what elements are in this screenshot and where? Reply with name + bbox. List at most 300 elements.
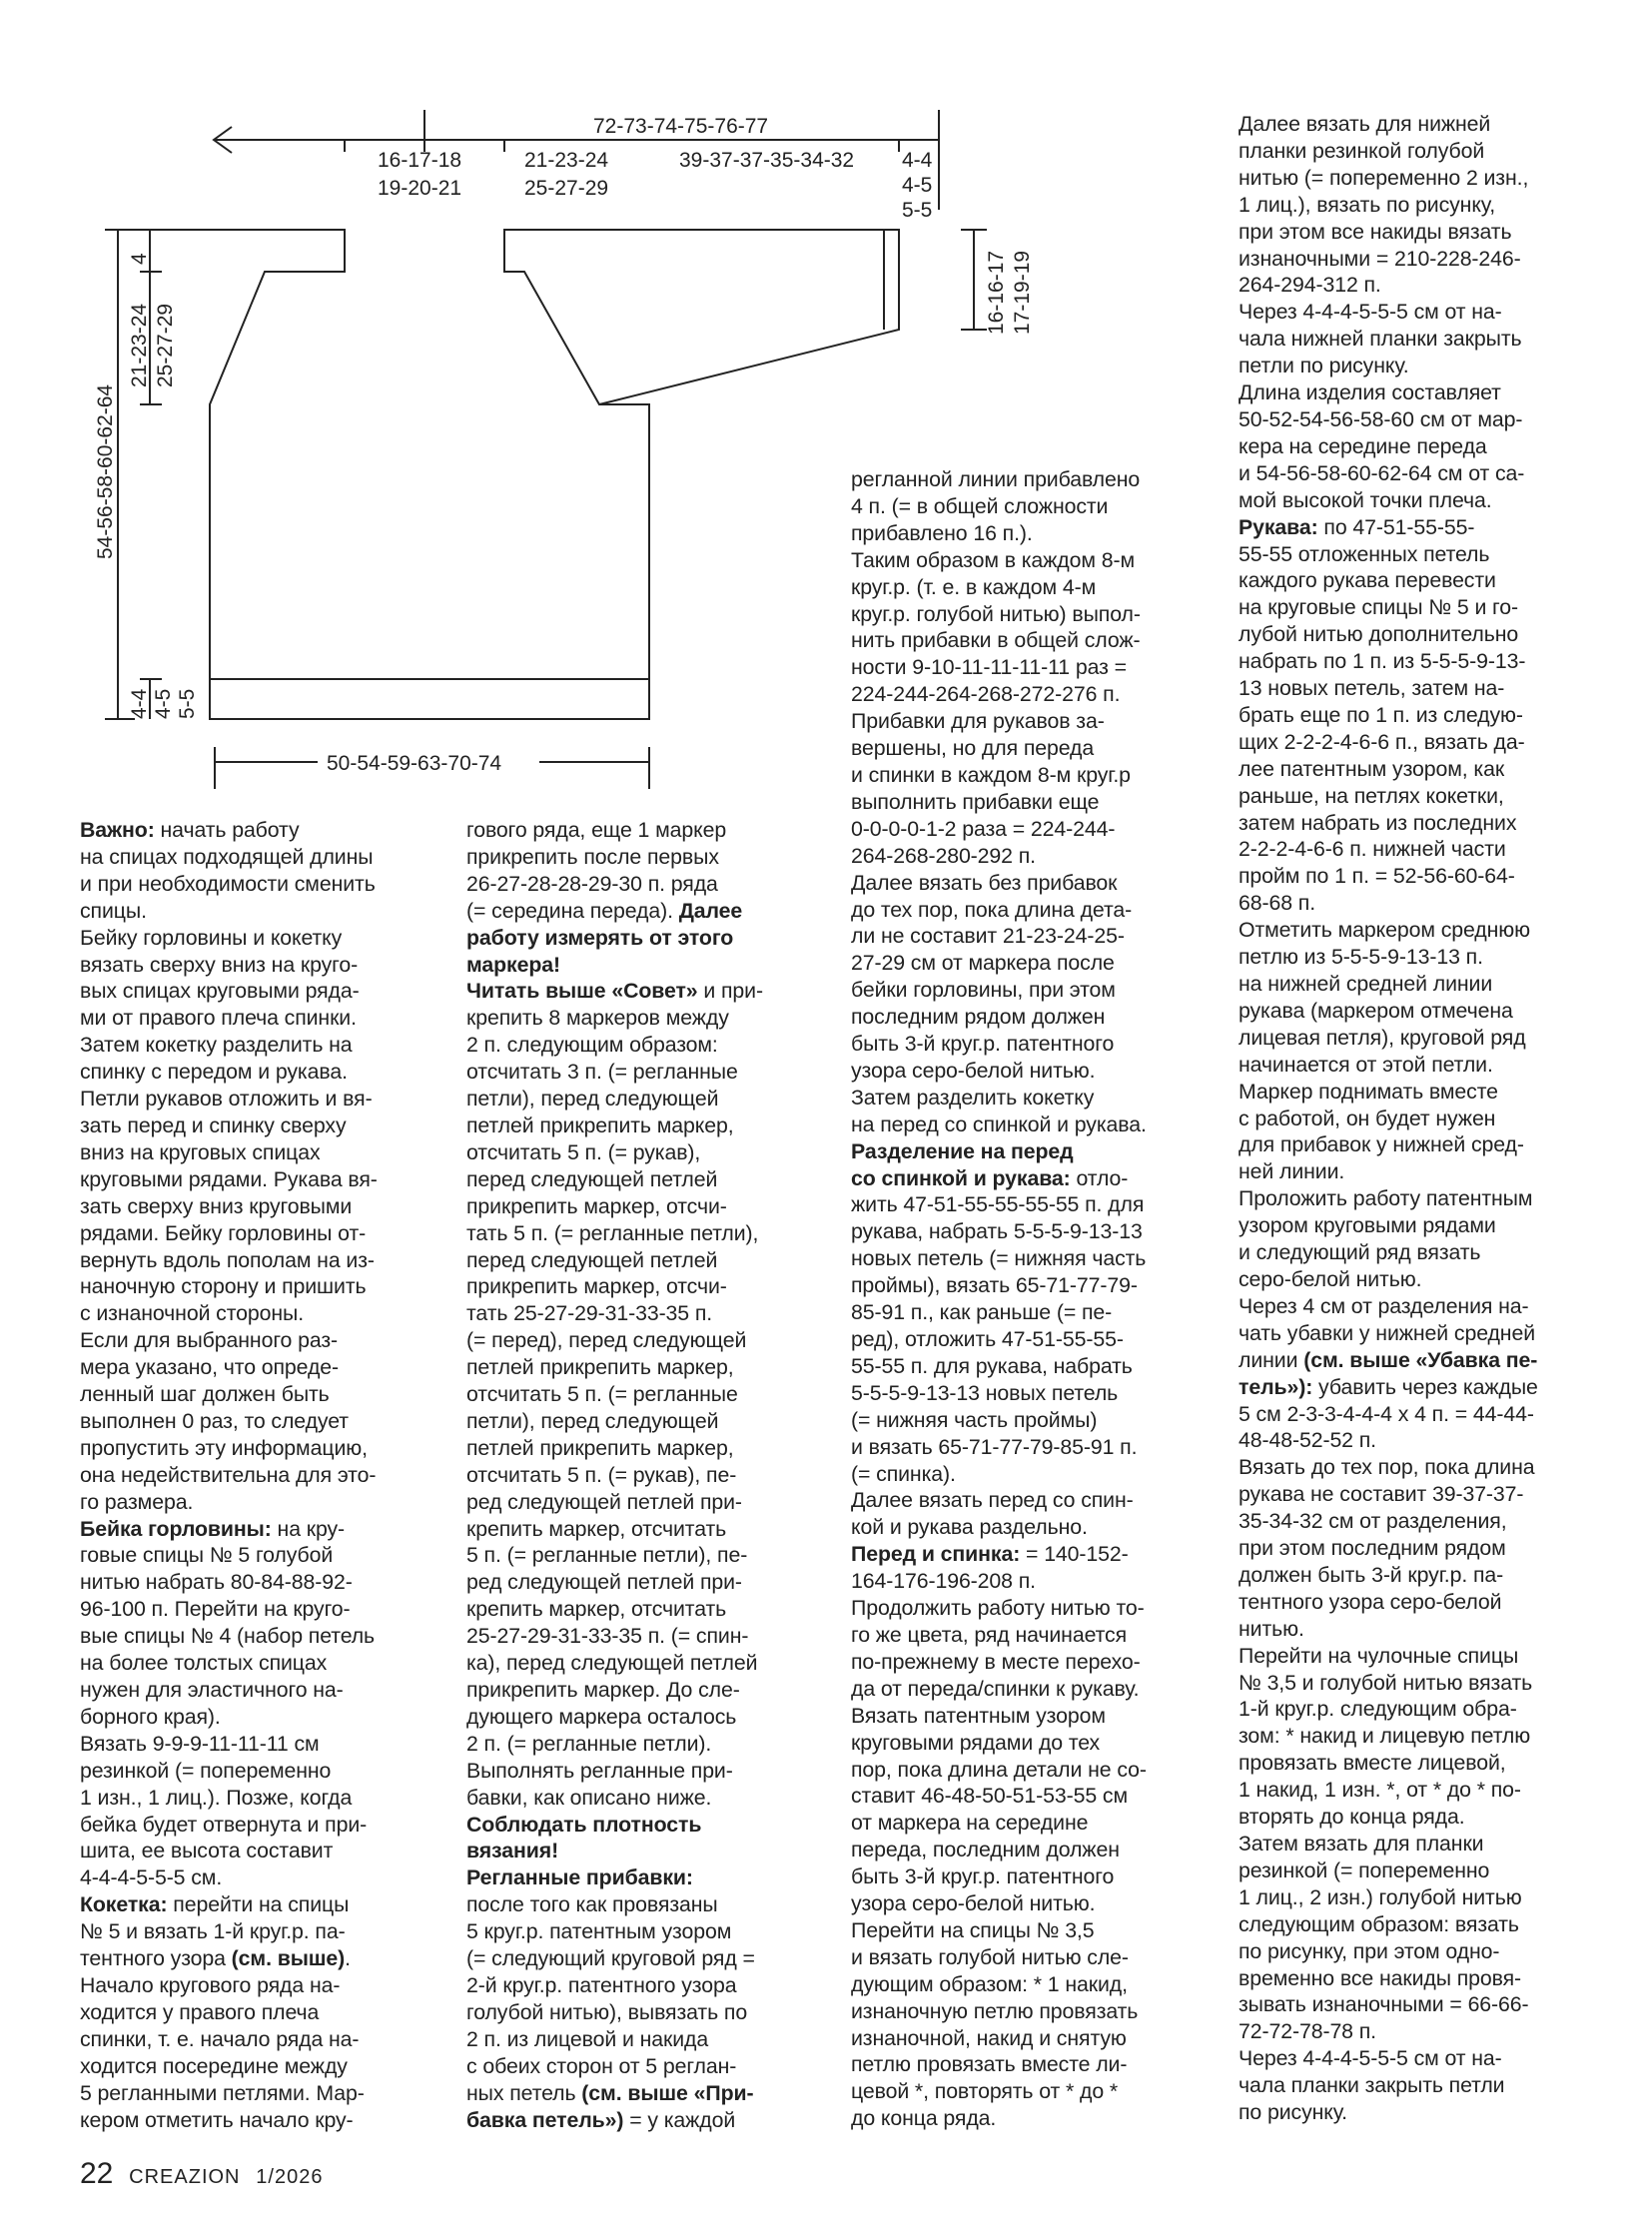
text-line [466,1059,763,1086]
text-line [851,708,1147,735]
text-run: Проложить работу патентным [1239,1186,1533,1211]
text-run: проймы), вязать 65-71-77-79- [851,1273,1138,1298]
text-line [851,627,1147,654]
text-run: шита, ее высота составит [80,1839,334,1863]
text-line [466,2080,763,2107]
text-line [851,1434,1147,1461]
text-run: Далее вязать перед со спин- [851,1488,1134,1513]
text-run: на кру- [271,1516,346,1541]
text-line [851,1998,1147,2025]
text-line [466,1758,763,1785]
text-run: петли), перед следующей [466,1087,719,1112]
text-run: крепить 8 маркеров между [466,1006,729,1031]
text-run: бавки, как описано ниже. [466,1785,712,1810]
text-run: зать сверху вниз круговыми [80,1193,353,1218]
text-line [466,1542,763,1569]
text-run: Продолжить работу нитью то- [851,1596,1145,1621]
text-line [1239,702,1538,729]
text-line [1239,219,1538,246]
text-line [851,1514,1147,1541]
text-run: резинкой (= попеременно [80,1758,332,1783]
text-line [851,816,1147,843]
text-run: 55-55 отложенных петель [1239,541,1490,566]
text-line [80,1704,378,1731]
text-run: мой высокой точки плеча. [1239,487,1492,512]
text-run: зать перед и спинку сверху [80,1113,347,1137]
text-line [1239,648,1538,675]
text-run: (= перед), перед следующей [466,1328,747,1353]
text-run: 1 лиц.), вязать по рисунку, [1239,192,1496,217]
text-run: круговыми рядами. Рукава вя- [80,1166,378,1191]
text-run: должен быть 3-й круг.р. па- [1239,1562,1504,1587]
top-seg-d1: 4-4 [902,149,933,172]
top-seg-b2: 25-27-29 [524,177,609,200]
text-line [851,1245,1147,1272]
text-line [466,1838,763,1864]
text-run: для прибавок у нижней сред- [1239,1132,1524,1157]
bold-text-run: Разделение на перед [851,1138,1074,1163]
text-run: 1 накид, 1 изн. *, от * до * по- [1239,1778,1521,1803]
text-line [1239,675,1538,702]
text-run: петлю из 5-5-5-9-13-13 п. [1239,945,1483,970]
text-run: 4-4-4-5-5-5 см. [80,1865,223,1890]
text-run: чала планки закрыть петли [1239,2073,1505,2098]
text-line [851,1730,1147,1757]
text-run: Длина изделия составляет [1239,380,1501,405]
text-run: по-прежнему в месте перехо- [851,1649,1141,1674]
text-line [80,2080,378,2107]
text-run: кой и рукава раздельно. [851,1515,1088,1540]
text-line [851,1676,1147,1703]
text-line [851,654,1147,681]
text-line [80,1918,378,1945]
text-line [851,2078,1147,2105]
text-line [851,950,1147,977]
text-line [1239,541,1538,568]
text-run: Маркер поднимать вместе [1239,1079,1498,1104]
text-run: . [345,1946,351,1971]
text-line [466,1354,763,1381]
text-line [851,923,1147,950]
text-run: Далее вязать без прибавок [851,870,1118,895]
text-run: 85-91 п., как раньше (= пе- [851,1300,1113,1325]
text-run: тать 25-27-29-31-33-35 п. [466,1301,713,1326]
text-line [466,952,763,979]
text-run: Выполнять регланные при- [466,1758,733,1783]
text-run: с работой, он будет нужен [1239,1106,1496,1130]
text-run: планки резинкой голубой [1239,138,1485,163]
text-line [80,1677,378,1704]
text-line [851,1487,1147,1514]
bottom-width-label: 50-54-59-63-70-74 [327,752,502,775]
text-line [851,2105,1147,2132]
text-run: щих 2-2-2-4-6-6 п., вязать да- [1239,729,1525,754]
text-run: Затем кокетку разделить на [80,1033,353,1058]
text-run: линии [1239,1347,1304,1372]
text-run: быть 3-й круг.р. патентного [851,1864,1115,1889]
bold-text-run: Соблюдать плотность [466,1812,702,1837]
text-run: вершены, но для переда [851,736,1095,761]
bold-text-run: Перед и спинка: [851,1542,1021,1567]
text-line [851,574,1147,601]
text-run: 27-29 см от маркера после [851,951,1115,976]
text-line [851,1031,1147,1058]
text-column-3 [851,466,1147,2132]
text-line [851,1138,1147,1165]
text-line [466,2107,763,2134]
text-line [1239,1293,1538,1320]
text-line [466,817,763,844]
text-run: прикрепить после первых [466,844,719,869]
text-run: узора серо-белой нитью. [851,1058,1096,1083]
text-line [80,1381,378,1408]
text-line [466,1005,763,1032]
text-run: ней линии. [1239,1159,1345,1184]
text-line [851,547,1147,574]
text-line [1239,1106,1538,1132]
text-run: да от переда/спинки к рукаву. [851,1676,1140,1701]
text-run: и 54-56-58-60-62-64 см от са- [1239,460,1525,485]
text-run: по рисунку, при этом одно- [1239,1938,1500,1963]
left-yoke-label-1: 21-23-24 [128,303,151,387]
text-run: зом: * накид и лицевую петлю [1239,1724,1531,1749]
text-run: круговыми рядами до тех [851,1730,1101,1755]
text-line [1239,810,1538,837]
text-line [466,1247,763,1274]
text-run: регланной линии прибавлено [851,467,1141,491]
text-line [1239,621,1538,648]
text-run: круг.р. голубой нитью) выпол- [851,601,1141,626]
text-run: нитью (= попеременно 2 изн., [1239,165,1529,190]
text-line [1239,272,1538,299]
text-line [466,1166,763,1193]
text-run: при этом последним рядом [1239,1536,1506,1561]
text-run: на круговые спицы № 5 и го- [1239,595,1518,620]
text-line [466,1623,763,1650]
text-line [851,681,1147,708]
text-line [80,1838,378,1864]
text-line [466,1408,763,1435]
text-line [851,1191,1147,1218]
text-run: выполнить прибавки еще [851,789,1100,814]
text-line [851,2051,1147,2078]
text-run: чала нижней планки закрыть [1239,327,1522,352]
text-line [1239,406,1538,433]
text-run: 4 п. (= в общей сложности [851,493,1109,518]
text-run: Затем вязать для планки [1239,1832,1484,1856]
text-run: 2-2-2-4-6-6 п. нижней части [1239,837,1506,862]
text-run: Таким образом в каждом 8-м [851,547,1136,572]
text-run: и вязать голубой нитью сле- [851,1944,1129,1969]
text-run: Через 4-4-4-5-5-5 см от на- [1239,300,1502,325]
text-line [851,735,1147,762]
text-run: Вязать до тех пор, пока длина [1239,1455,1535,1480]
text-line [851,1326,1147,1353]
text-line [851,977,1147,1004]
text-run: лицевая петля), круговой ряд [1239,1025,1526,1050]
text-line [466,1113,763,1139]
text-run: крепить маркер, отсчитать [466,1516,727,1541]
text-line [851,1353,1147,1380]
text-line [851,1004,1147,1031]
text-line [466,978,763,1005]
text-line [466,1300,763,1327]
text-run: отсчитать 5 п. (= регланные [466,1382,738,1407]
text-line [1239,1562,1538,1589]
text-run: Вязать патентным узором [851,1703,1106,1728]
text-run: вязать сверху вниз на круго- [80,952,359,977]
text-run: и при необходимости сменить [80,871,376,896]
text-run: лее патентным узором, как [1239,756,1505,781]
text-run: 164-176-196-208 п. [851,1569,1036,1594]
text-run: 5 см 2-3-3-4-4-4 х 4 п. = 44-44- [1239,1401,1534,1426]
text-run: Через 4 см от разделения на- [1239,1293,1529,1318]
text-run: вернуть вдоль пополам на из- [80,1247,375,1272]
text-line [1239,1320,1538,1347]
text-line [851,1461,1147,1488]
text-run: = 140-152- [1020,1542,1129,1567]
text-run: раньше, на петлях кокетки, [1239,783,1504,808]
text-run: круг.р. (т. е. в каждом 4-м [851,574,1097,599]
left-yoke-label-2: 25-27-29 [154,303,177,387]
text-line [466,1462,763,1489]
text-line [466,1999,763,2026]
text-line [851,1863,1147,1890]
text-line [1239,165,1538,192]
text-line [1239,2018,1538,2045]
text-line [80,1972,378,1999]
bold-text-run: Рукава: [1239,514,1318,539]
bold-text-run: Далее [678,898,743,923]
top-seg-a2: 19-20-21 [378,177,462,200]
magazine-name: CREAZION [129,2166,241,2188]
text-run: рукава не составит 39-37-37- [1239,1482,1524,1507]
bold-text-run: бавка петель») [466,2107,624,2132]
text-line [466,1032,763,1059]
text-run: отсчитать 5 п. (= рукав), пе- [466,1462,737,1487]
text-run: рукава (маркером отмечена [1239,998,1513,1023]
text-line [466,1704,763,1731]
text-run: и вязать 65-71-77-79-85-91 п. [851,1434,1138,1459]
text-run: затем набрать из последних [1239,810,1517,835]
top-seg-d2: 4-5 [902,174,933,197]
text-run: дующим образом: * 1 накид, [851,1971,1128,1996]
text-line [80,1489,378,1516]
text-line [851,1058,1147,1085]
text-run: переда, последним должен [851,1838,1120,1862]
text-run: узором круговыми рядами [1239,1213,1496,1238]
text-line [1239,1965,1538,1992]
bold-text-run: Бейка горловины: [80,1516,272,1541]
text-line [1239,1670,1538,1697]
text-run: жить 47-51-55-55-55-55 п. для [851,1192,1145,1217]
text-line [80,1354,378,1381]
text-run: 1 лиц., 2 изн.) голубой нитью [1239,1884,1522,1909]
text-line [80,1300,378,1327]
text-line [1239,1079,1538,1106]
bold-text-run: маркера! [466,952,560,977]
text-run: начинается от этой петли. [1239,1052,1493,1077]
text-run: последним рядом должен [851,1005,1106,1030]
text-line [466,1220,763,1247]
text-line [80,1462,378,1489]
text-run: ми от правого плеча спинки. [80,1006,357,1031]
text-line [466,898,763,925]
text-line [851,762,1147,789]
text-line [851,1890,1147,1917]
text-run: по 47-51-55-55- [1317,514,1475,539]
text-run: перед следующей петлей [466,1247,718,1272]
text-run: цевой *, повторять от * до * [851,2079,1119,2104]
text-run: 35-34-32 см от разделения, [1239,1509,1507,1534]
text-run: 1 изн., 1 лиц.). Позже, когда [80,1785,353,1810]
text-line [80,1139,378,1166]
text-line [80,2026,378,2053]
text-run: вторять до конца ряда. [1239,1805,1465,1830]
text-run: лубой нитью дополнительно [1239,622,1519,647]
text-line [466,1273,763,1300]
text-run: изнаночными = 210-228-246- [1239,246,1521,271]
text-run: 13 новых петель, затем на- [1239,676,1505,701]
left-hem-label-2: 4-5 [152,688,175,719]
text-line [466,1650,763,1677]
text-line [80,1516,378,1543]
text-line [851,466,1147,493]
text-line [1239,863,1538,890]
text-line [851,1541,1147,1568]
text-line [851,520,1147,547]
text-line [80,978,378,1005]
text-run: прибавлено 16 п.). [851,520,1033,545]
text-line [1239,1535,1538,1562]
text-line [80,2053,378,2080]
text-run: спицы. [80,898,147,923]
bold-text-run: вязания! [466,1839,559,1863]
text-run: Затем разделить кокетку [851,1085,1095,1110]
bold-text-run: Регланные прибавки: [466,1865,693,1890]
page-number: 22 [80,2157,114,2190]
text-line [1239,1266,1538,1293]
text-run: бейки горловины, при этом [851,978,1116,1003]
text-run: тать 5 п. (= регланные петли), [466,1220,759,1245]
text-run: рядами. Бейку горловины от- [80,1220,367,1245]
bold-text-run: со спинкой и рукава: [851,1165,1071,1190]
text-run: пройм по 1 п. = 52-56-60-64- [1239,864,1515,889]
text-line [851,1622,1147,1649]
text-run: Через 4-4-4-5-5-5 см от на- [1239,2046,1502,2071]
text-line [851,1944,1147,1971]
text-line [466,1086,763,1113]
text-line [851,870,1147,897]
text-line [1239,594,1538,621]
text-line [1239,1508,1538,1535]
text-run: и спинки в каждом 8-м круг.р [851,762,1131,787]
text-line [466,1139,763,1166]
text-line [1239,246,1538,273]
text-run: ли не составит 21-23-24-25- [851,924,1125,949]
text-line [1239,1481,1538,1508]
text-run: Перейти на спицы № 3,5 [851,1917,1095,1942]
text-run: ред), отложить 47-51-55-55- [851,1327,1124,1351]
text-run: (= следующий круговой ряд = [466,1946,755,1971]
text-line [1239,1858,1538,1884]
text-line [466,1489,763,1516]
bold-text-run: (см. выше «Убавка пе- [1303,1347,1538,1372]
text-line [851,1595,1147,1622]
text-run: изнаночную петлю провязать [851,1998,1139,2023]
text-line [1239,1427,1538,1454]
text-line [851,1703,1147,1730]
text-run: следующим образом: вязать [1239,1911,1519,1936]
text-run: вниз на круговых спицах [80,1139,321,1164]
text-line [851,789,1147,816]
text-run: (= середина переда). [466,898,679,923]
text-line [80,1864,378,1891]
text-run: нить прибавки в общей слож- [851,628,1141,653]
text-line [466,1381,763,1408]
text-run: 5-5-5-9-13-13 новых петель [851,1380,1119,1405]
text-line [1239,1185,1538,1212]
text-run: 5 круг.р. патентным узором [466,1919,732,1944]
text-run: начать работу [154,818,300,842]
text-run: бейка будет отвернута и при- [80,1812,368,1837]
text-run: Начало кругового ряда на- [80,1972,341,1997]
text-line [466,1569,763,1596]
text-line [851,1568,1147,1595]
text-line [851,897,1147,924]
text-line [80,1247,378,1274]
text-run: Далее вязать для нижней [1239,112,1491,136]
text-line [80,1945,378,1972]
text-line [1239,729,1538,756]
text-run: на нижней средней линии [1239,972,1493,996]
text-line [466,1785,763,1812]
top-seg-c: 39-37-37-35-34-32 [679,149,855,172]
text-run: отсчитать 5 п. (= рукав), [466,1139,701,1164]
text-run: брать еще по 1 п. из следую- [1239,702,1523,727]
text-line [80,898,378,925]
text-run: на спицах подходящей длины [80,844,374,869]
text-run: прикрепить маркер, отсчи- [466,1274,727,1299]
text-line [80,1220,378,1247]
text-line [1239,353,1538,379]
text-line [466,925,763,952]
text-run: серо-белой нитью. [1239,1266,1422,1291]
text-run: 50-52-54-56-58-60 см от мар- [1239,406,1523,431]
text-run: 5 регланными петлями. Мар- [80,2080,365,2105]
text-line [851,2025,1147,2052]
text-line [1239,2045,1538,2072]
page-footer [80,2157,323,2191]
text-run: спинки, т. е. начало ряда на- [80,2026,360,2051]
left-hem-label-3: 5-5 [176,688,199,719]
text-line [851,1272,1147,1299]
text-line [1239,487,1538,514]
text-run: Отметить маркером среднюю [1239,918,1530,943]
text-line [80,1193,378,1220]
text-run: Вязать 9-9-9-11-11-11 см [80,1731,320,1756]
text-run: дующего маркера осталось [466,1704,737,1729]
text-run: крепить маркер, отсчитать [466,1597,727,1622]
text-run: прикрепить маркер. До сле- [466,1678,740,1702]
text-run: = у каждой [623,2107,736,2132]
bold-text-run: (см. выше «При- [581,2080,754,2105]
text-run: и следующий ряд вязать [1239,1240,1481,1265]
text-line [1239,2072,1538,2099]
text-line [80,844,378,871]
text-line [851,1085,1147,1112]
text-run: выполнен 0 раз, то следует [80,1408,349,1433]
